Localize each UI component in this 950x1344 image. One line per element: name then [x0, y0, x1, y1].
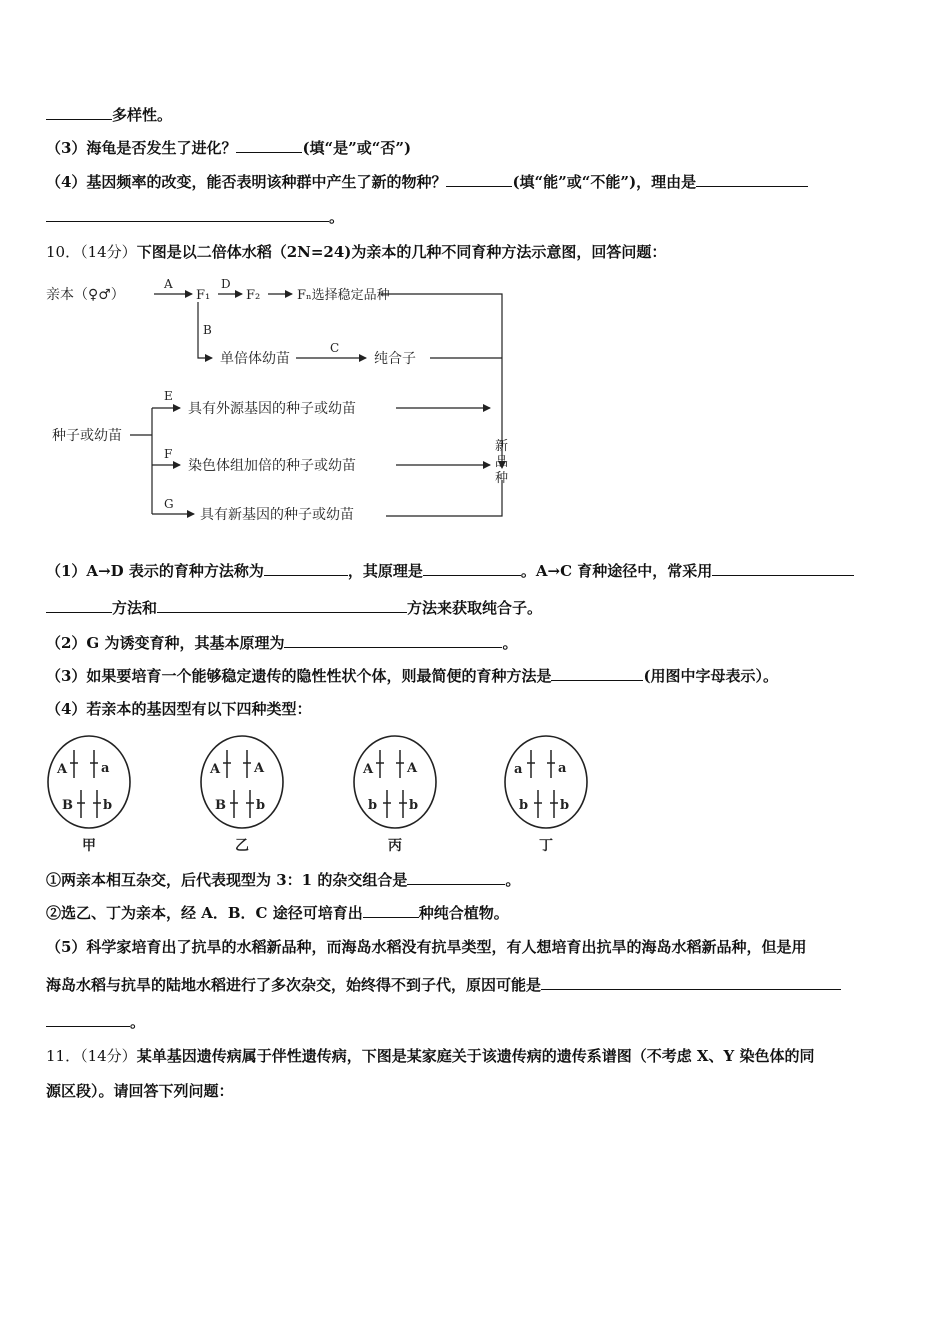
allele-label: a: [101, 761, 110, 776]
allele-label: A: [57, 762, 68, 777]
question-10-4-part-1: ①两亲本相互杂交，后代表现型为 3：1 的杂交组合是 。: [46, 871, 521, 889]
question-10-1: （1）A→D 表示的育种方法称为 ，其原理是 。A→C 育种途径中，常采用: [46, 560, 904, 581]
allele-label: a: [514, 762, 523, 777]
allele-label: b: [409, 798, 419, 813]
answer-blank[interactable]: [46, 597, 112, 613]
answer-blank[interactable]: [363, 902, 419, 918]
cell-name-label: 乙: [235, 838, 249, 854]
question-10-4: （4）若亲本的基因型有以下四种类型：: [46, 700, 312, 718]
question-10-heading: 10．（14分）下图是以二倍体水稻（2N=24)为亲本的几种不同育种方法示意图，回答问题：: [46, 243, 667, 261]
cell-circle: [201, 736, 283, 828]
step-e-label: E: [164, 389, 173, 403]
question-10-5-end: 。: [46, 1011, 904, 1032]
allele-label: A: [210, 762, 221, 777]
cell-circle: [354, 736, 436, 828]
breeding-flow-diagram: [46, 272, 526, 528]
step-g-label: G: [164, 497, 174, 511]
fn-label: Fₙ选择稳定品种: [297, 288, 390, 303]
step-c-label: C: [330, 341, 340, 355]
f2-label: F₂: [246, 288, 261, 303]
answer-blank[interactable]: [407, 869, 505, 885]
question-11-heading: 11．（14分）某单基因遗传病属于伴性遗传病，下图是某家庭关于该遗传病的遗传系谱图（不考虑 X、Y 染色体的同: [46, 1047, 815, 1065]
f1-label: F₁: [196, 288, 211, 303]
question-10-2: （2）G 为诱变育种，其基本原理为 。: [46, 634, 518, 652]
step-f-label: F: [164, 447, 173, 461]
new-variety-char-2: 品: [495, 455, 509, 470]
answer-blank[interactable]: [46, 1011, 130, 1027]
question-10-4-part-2: ②选乙、丁为亲本，经 A．B．C 途径可培育出 种纯合植物。: [46, 904, 509, 922]
question-4: （4）基因频率的改变，能否表明该种群中产生了新的物种？ (填“能”或“不能”)，理由是: [46, 171, 904, 192]
allele-label: B: [215, 798, 226, 813]
exogenous-gene-label: 具有外源基因的种子或幼苗: [188, 401, 356, 417]
answer-blank[interactable]: [446, 171, 512, 187]
parent-label: 亲本（♀♂）: [46, 287, 125, 303]
new-gene-label: 具有新基因的种子或幼苗: [200, 507, 354, 523]
question-10-5: （5）科学家培育出了抗旱的水稻新品种，而海岛水稻没有抗旱类型，有人想培育出抗旱的海岛水稻新品种，但是用: [46, 938, 807, 956]
pure-label: 纯合子: [374, 351, 416, 367]
allele-label: B: [62, 798, 73, 813]
answer-blank[interactable]: [157, 597, 407, 613]
answer-blank[interactable]: [46, 206, 329, 222]
cell-circle: [505, 736, 587, 828]
question-10-5-continued: 海岛水稻与抗旱的陆地水稻进行了多次杂交，始终得不到子代，原因可能是: [46, 974, 904, 995]
allele-label: b: [256, 798, 266, 813]
answer-line-1: 多样性。: [46, 104, 904, 125]
allele-label: A: [254, 761, 265, 776]
haploid-label: 单倍体幼苗: [220, 351, 290, 367]
allele-label: a: [558, 761, 567, 776]
allele-label: b: [560, 798, 570, 813]
answer-line-4: 。: [46, 206, 904, 227]
seed-label: 种子或幼苗: [52, 428, 122, 444]
new-variety-char-1: 新: [495, 439, 509, 454]
chromosome-doubled-label: 染色体组加倍的种子或幼苗: [188, 458, 356, 474]
question-10-1-continued: 方法和 方法来获取纯合子。: [46, 597, 904, 618]
allele-label: b: [103, 798, 113, 813]
answer-blank[interactable]: [541, 974, 841, 990]
allele-label: A: [407, 761, 418, 776]
new-variety-char-3: 种: [495, 471, 509, 486]
allele-label: b: [368, 798, 378, 813]
answer-blank[interactable]: [551, 665, 643, 681]
question-10-3: （3）如果要培育一个能够稳定遗传的隐性性状个体，则最简便的育种方法是 (用图中字母表示）。: [46, 667, 779, 685]
cell-circle: [48, 736, 130, 828]
step-d-label: D: [221, 277, 231, 291]
step-b-label: B: [203, 323, 212, 337]
answer-blank[interactable]: [236, 137, 302, 153]
allele-label: A: [363, 762, 374, 777]
question-3: （3）海龟是否发生了进化？ (填“是”或“否”): [46, 139, 412, 157]
answer-blank[interactable]: [696, 171, 808, 187]
answer-blank[interactable]: [264, 560, 348, 576]
question-11-heading-continued: 源区段）。请回答下列问题：: [46, 1082, 234, 1100]
answer-blank[interactable]: [423, 560, 521, 576]
cell-name-label: 甲: [82, 838, 96, 854]
answer-blank[interactable]: [284, 632, 502, 648]
step-a-label: A: [164, 277, 173, 291]
cell-genotype-diagram: [40, 732, 600, 856]
answer-blank[interactable]: [46, 104, 112, 120]
cell-name-label: 丙: [388, 838, 402, 854]
cell-name-label: 丁: [539, 838, 553, 854]
allele-label: b: [519, 798, 529, 813]
answer-blank[interactable]: [712, 560, 854, 576]
